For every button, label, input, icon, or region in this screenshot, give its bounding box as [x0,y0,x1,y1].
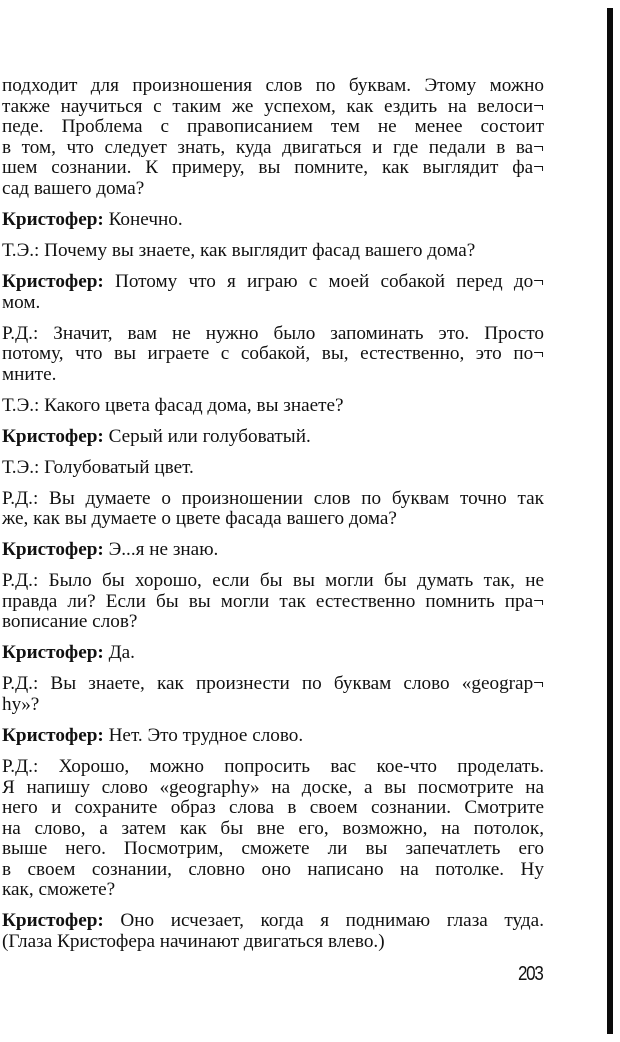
paragraph [2,757,544,901]
text-line [2,540,544,561]
text-line: Р.Д.: Хорошо, можно попросить вас кое-что проделать. [2,755,544,777]
paragraph [2,241,544,262]
text-line: вописание слов? [2,611,138,633]
paragraph [2,458,544,479]
speech-text: Потому что я играю с моей собакой перед до¬ [103,270,544,292]
text-line: правда ли? Если бы вы могли так естественно помнить пра¬ [2,590,544,612]
paragraph [2,210,544,231]
speech-text: Да. [103,642,135,664]
text-line: же, как вы думаете о цвете фасада вашего дома? [2,508,397,530]
text-line: (Глаза Кристофера начинают двигаться влево.) [2,931,385,953]
paragraph [2,272,544,313]
speech-text: Оно исчезает, когда я поднимаю глаза туда. [103,910,544,932]
speaker-name: Кристофер: [2,910,104,932]
text-line: Р.Д.: Вы думаете о произношении слов по буквам точно так [2,487,544,509]
text-line: Т.Э.: Голубоватый цвет. [2,456,194,478]
text-line: Я напишу слово «geography» на доске, а вы посмотрите на [2,776,544,798]
text-line: Т.Э.: Какого цвета фасад дома, вы знаете? [2,394,344,416]
page-number: 203 [518,963,543,985]
text-line [2,643,544,664]
paragraph [2,489,544,530]
speaker-name: Кристофер: [2,208,104,230]
text-line: него и сохраните образ слова в своем сознании. Смотрите [2,797,544,819]
text-line: подходит для произношения слов по буквам. Этому можно [2,75,544,96]
paragraph [2,76,544,200]
paragraph [2,726,544,747]
dialogue-text [2,76,544,963]
paragraph [2,674,544,715]
text-line: также научиться с таким же успехом, как ездить на велоси¬ [2,95,544,117]
speech-text: Э...я не знаю. [103,539,219,561]
paragraph [2,643,544,664]
paragraph [2,540,544,561]
paragraph [2,571,544,633]
speaker-name: Кристофер: [2,642,104,664]
text-line: шем сознании. К примеру, вы помните, как выглядит фа¬ [2,157,544,179]
speech-text: Конечно. [103,208,183,230]
speaker-name: Кристофер: [2,539,104,561]
text-line: Т.Э.: Почему вы знаете, как выглядит фасад вашего дома? [2,239,476,261]
speaker-name: Кристофер: [2,425,104,447]
text-line: в том, что следует знать, куда двигаться и где педали в ва¬ [2,136,544,158]
speaker-name: Кристофер: [2,270,104,292]
text-line: сад вашего дома? [2,177,145,199]
text-line: Р.Д.: Было бы хорошо, если бы вы могли бы думать так, не [2,570,544,592]
text-line: выше него. Посмотрим, сможете ли вы запечатлеть его [2,838,544,860]
paragraph [2,911,544,952]
text-line: как, сможете? [2,879,116,901]
text-line [2,427,544,448]
text-line [2,210,544,231]
text-line: мом. [2,291,41,313]
text-line [2,726,544,747]
text-line: hy»? [2,693,40,715]
text-line: мните. [2,363,57,385]
speaker-name: Кристофер: [2,724,104,746]
paragraph [2,427,544,448]
text-line: Р.Д.: Вы знаете, как произнести по буквам слово «geograp¬ [2,673,544,695]
text-line: на слово, а затем как бы вне его, возможно, на потолок, [2,817,544,839]
page-edge-rule [607,8,613,1034]
text-line [2,911,544,932]
paragraph [2,396,544,417]
text-line: потому, что вы играете с собакой, вы, естественно, это по¬ [2,343,544,365]
text-line [2,272,544,293]
paragraph [2,324,544,386]
speech-text: Серый или голубоватый. [103,425,311,447]
text-line: в своем сознании, словно оно написано на потолке. Ну [2,858,544,880]
speech-text: Нет. Это трудное слово. [103,724,304,746]
text-line: Р.Д.: Значит, вам не нужно было запоминать это. Просто [2,322,544,344]
text-line: педе. Проблема с правописанием тем не менее состоит [2,116,544,138]
